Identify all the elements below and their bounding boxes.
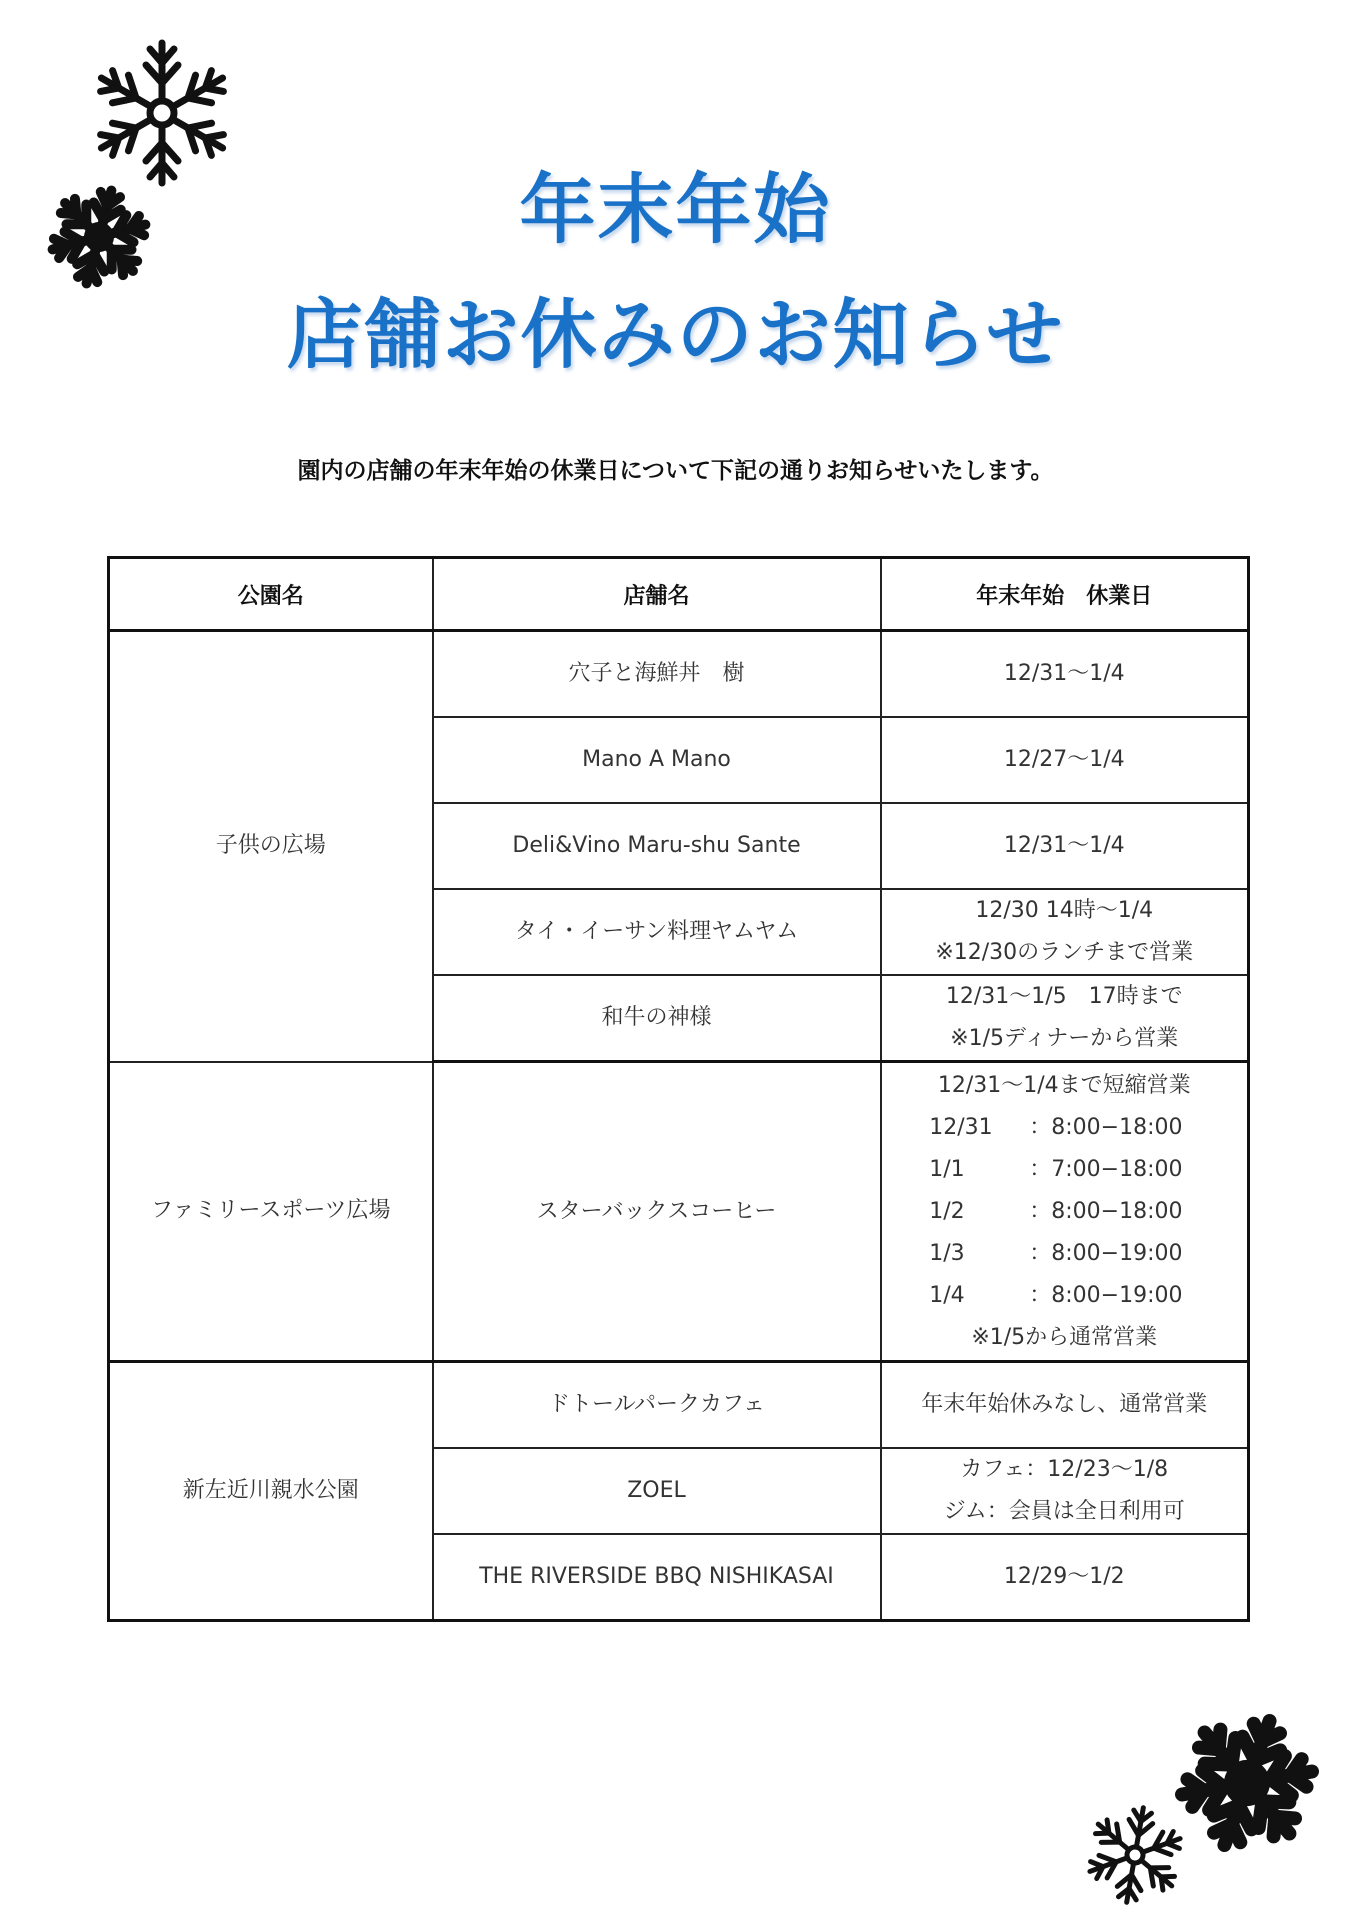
hours-time: ：8:00−19:00 bbox=[1029, 1240, 1183, 1266]
shop-name: スターバックスコーヒー bbox=[433, 1062, 881, 1362]
table-row bbox=[109, 1062, 1249, 1362]
closed-days-note: ※1/5ディナーから営業 bbox=[950, 1026, 1179, 1051]
park-name: 新左近川親水公園 bbox=[109, 1362, 433, 1621]
closed-days-note: ※12/30のランチまで営業 bbox=[935, 940, 1194, 965]
title-line-2: 店舗お休みのお知らせ bbox=[286, 290, 1065, 379]
table-row bbox=[109, 1362, 1249, 1449]
closed-days bbox=[881, 889, 1249, 975]
shop-name: Deli&Vino Maru-shu Sante bbox=[433, 803, 881, 889]
header-closed-days: 年末年始 休業日 bbox=[881, 558, 1249, 631]
header-park: 公園名 bbox=[109, 558, 433, 631]
closed-days-header: 12/31～1/4まで短縮営業 bbox=[937, 1072, 1191, 1098]
intro-text: 園内の店舗の年末年始の休業日について下記の通りお知らせいたします。 bbox=[297, 458, 1054, 484]
hours-day: 12/31 bbox=[929, 1114, 993, 1140]
shop-name: Mano A Mano bbox=[433, 717, 881, 803]
closed-days: 12/31～1/4 bbox=[881, 803, 1249, 889]
shop-name: 和牛の神様 bbox=[433, 975, 881, 1062]
hours-line bbox=[886, 1275, 1244, 1317]
park-name: ファミリースポーツ広場 bbox=[109, 1062, 433, 1362]
snowflake-solid-icon bbox=[1172, 1708, 1322, 1858]
hours-time: ：8:00−18:00 bbox=[1029, 1114, 1183, 1140]
hours-day: 1/4 bbox=[929, 1282, 965, 1308]
header-shop: 店舗名 bbox=[433, 558, 881, 631]
hours-line bbox=[886, 1233, 1244, 1275]
shop-name: 穴子と海鮮丼 樹 bbox=[433, 631, 881, 718]
hours-day: 1/1 bbox=[929, 1156, 965, 1182]
hours-line bbox=[886, 1107, 1244, 1149]
closed-days bbox=[881, 1062, 1249, 1362]
hours-time: ：7:00−18:00 bbox=[1029, 1156, 1183, 1182]
park-name: 子供の広場 bbox=[109, 631, 433, 1062]
closed-days: 年末年始休みなし、通常営業 bbox=[881, 1362, 1249, 1449]
hours-time: ：8:00−19:00 bbox=[1029, 1282, 1183, 1308]
shop-name: タイ・イーサン料理ヤムヤム bbox=[433, 889, 881, 975]
hours-day: 1/2 bbox=[929, 1198, 965, 1224]
hours-time: ：8:00−18:00 bbox=[1029, 1198, 1183, 1224]
table-row bbox=[109, 631, 1249, 718]
closed-days-footer: ※1/5から通常営業 bbox=[971, 1324, 1158, 1350]
closed-days-note: ジム：会員は全日利用可 bbox=[943, 1499, 1185, 1524]
title-line-1: 年末年始 bbox=[519, 165, 832, 254]
hours-day: 1/3 bbox=[929, 1240, 965, 1266]
closed-days: 12/31～1/4 bbox=[881, 631, 1249, 718]
hours-line bbox=[886, 1149, 1244, 1191]
closed-days: 12/29～1/2 bbox=[881, 1534, 1249, 1621]
shop-name: ドトールパークカフェ bbox=[433, 1362, 881, 1449]
table-header-row bbox=[109, 558, 1249, 631]
shop-name: THE RIVERSIDE BBQ NISHIKASAI bbox=[433, 1534, 881, 1621]
closed-days bbox=[881, 975, 1249, 1062]
closed-days bbox=[881, 1448, 1249, 1534]
hours-line bbox=[886, 1191, 1244, 1233]
shop-name: ZOEL bbox=[433, 1448, 881, 1534]
closed-days: 12/27～1/4 bbox=[881, 717, 1249, 803]
closed-days-line: 12/30 14時～1/4 bbox=[975, 898, 1154, 923]
closed-days-line: 12/31～1/5 17時まで bbox=[945, 984, 1183, 1009]
closed-days-line: カフェ：12/23～1/8 bbox=[960, 1457, 1169, 1482]
holiday-schedule-table bbox=[107, 556, 1250, 1622]
